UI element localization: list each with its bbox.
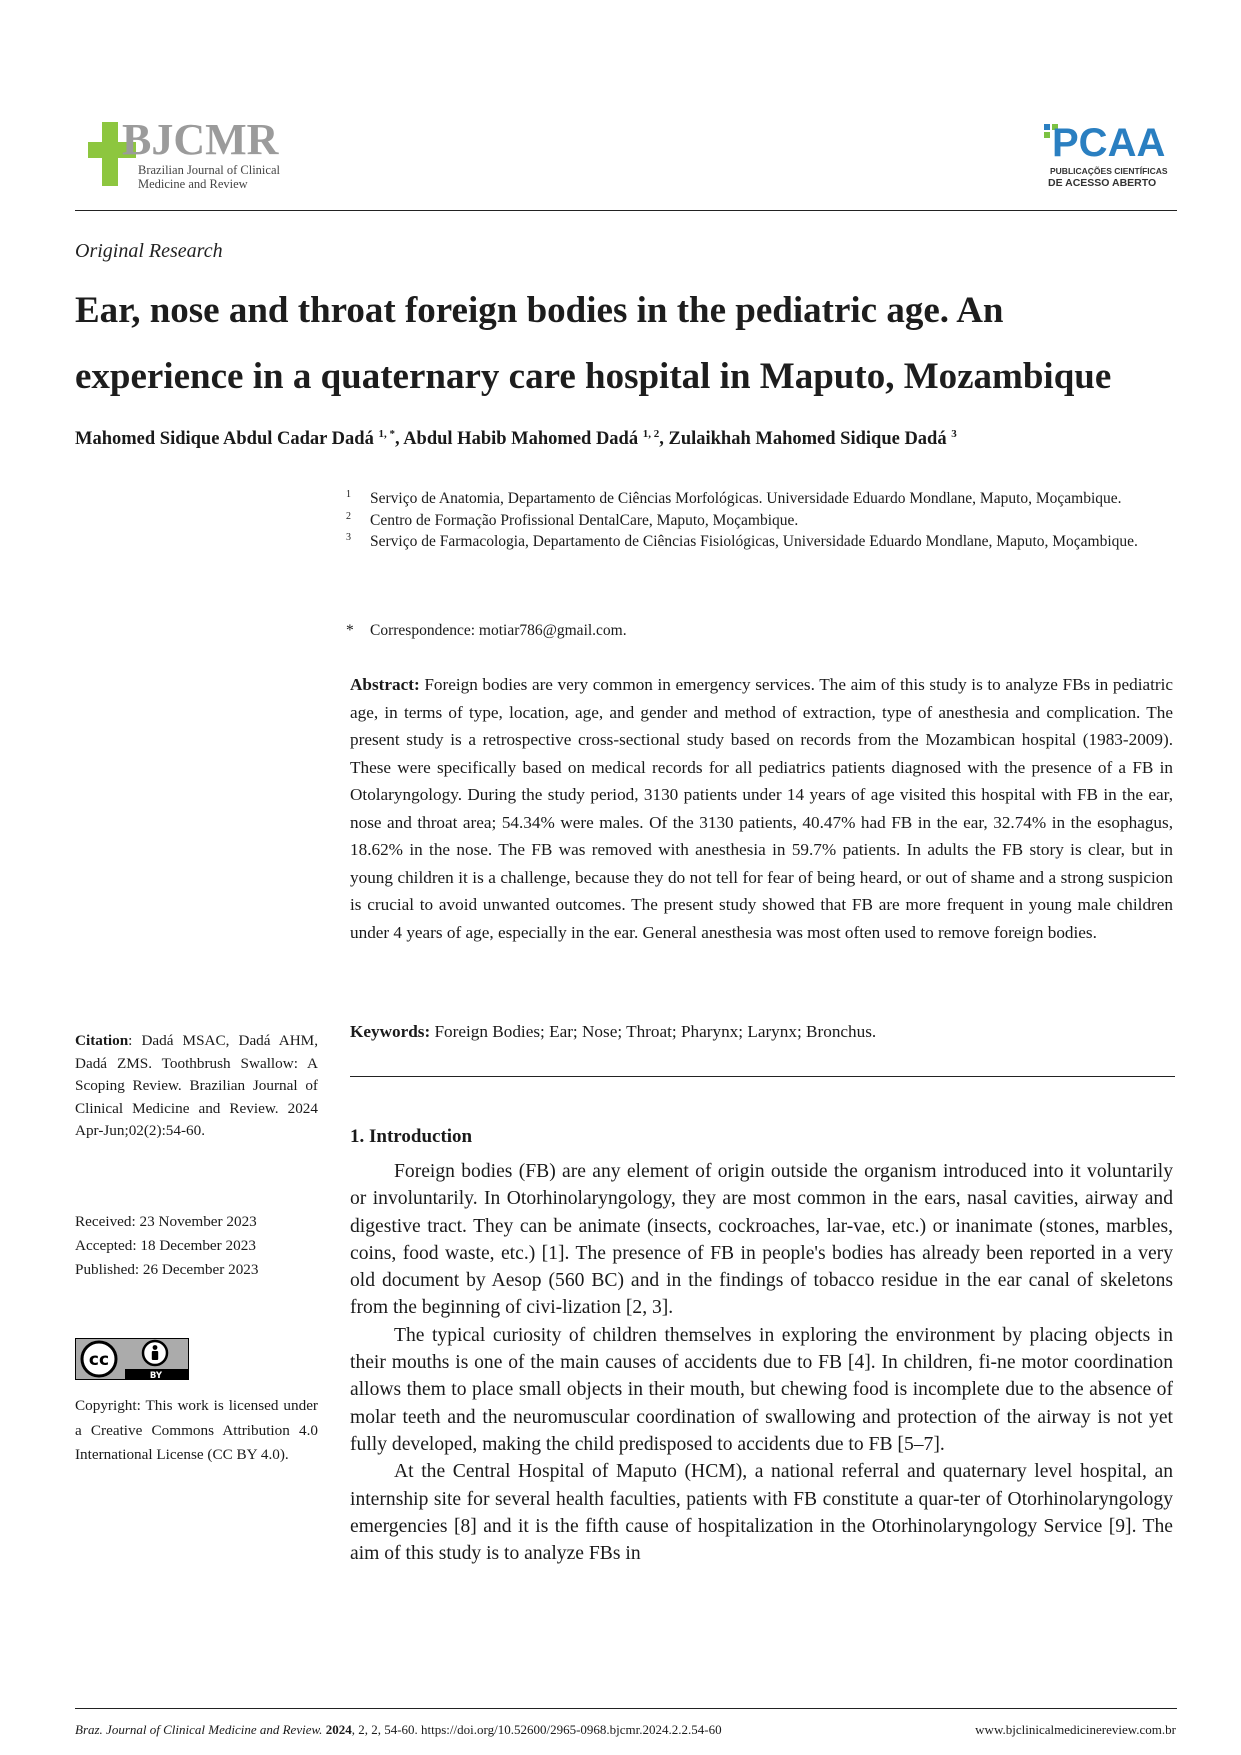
publication-dates [75,1210,318,1282]
affiliation-text: Centro de Formação Profissional DentalCare, Maputo, Moçambique. [370,511,799,529]
affiliation-text: Serviço de Farmacologia, Departamento de Ciências Fisiológicas, Universidade Eduardo Mondlane, Maputo, Moçambique. [370,533,1138,550]
author-name: Mahomed Sidique Abdul Cadar Dadá [75,429,374,450]
footer-website[interactable]: www.bjclinicalmedicinereview.com.br [975,1722,1176,1737]
article-type: Original Research [75,240,223,262]
publisher-logo-line2: DE ACESSO ABERTO [1048,177,1157,189]
body-paragraph: The typical curiosity of children themselves in exploring the environment by placing objects in their mouths is one of the main causes of accidents due to FB [4]. In children, fi-ne motor coordination allows them to place small objects in their mouth, but chewing food is incomplete due to the absence of molar teeth and the neuromuscular coordination of swallowing and protection of the airway is not yet fully developed, making the child predisposed to accidents due to FB [5–7]. [350,1324,1173,1455]
body-paragraph: At the Central Hospital of Maputo (HCM), a national referral and quaternary level hospital, an internship site for several health faculties, patients with FB constitute a quar-ter of Otorhinolaryngology emergencies [8] and it is the fifth cause of hospitalization in the Otorhinolaryngology Service [9]. The aim of this study is to analyze FBs in [350,1461,1173,1565]
citation-label: Citation [75,1032,129,1049]
received-date: Received: 23 November 2023 [75,1213,257,1230]
abstract-rule [350,1076,1175,1077]
publisher-logo-acronym: PCAA [1052,121,1166,165]
affiliation-number: 1 [346,489,351,500]
section-heading: 1. Introduction [350,1126,473,1147]
cc-by-label: BY [149,1371,163,1380]
accepted-date: Accepted: 18 December 2023 [75,1237,256,1254]
footer-rule [75,1708,1177,1709]
abstract-label: Abstract: [350,675,420,694]
journal-logo [88,112,328,196]
journal-logo-acronym: BJCMR [122,115,279,164]
author-affiliation-mark: 1, 2 [642,428,660,440]
cc-by-license-badge[interactable] [75,1338,189,1380]
keywords-label: Keywords: [350,1022,431,1041]
footer-citation [75,1722,722,1738]
affiliation-item [346,531,1176,553]
correspondence-mark: * [346,622,354,639]
cc-icon-text: cc [88,1350,110,1370]
abstract-text: Foreign bodies are very common in emergency services. The aim of this study is to analyze FBs in pediatric age, in terms of type, location, age, and gender and method of extraction, type of anesthesia and complication. The present study is a retrospective cross-sectional study based on records from the Mozambican hospital (1983-2009). These were specifically based on medical records for all pediatrics patients diagnosed with the presence of a FB in Otolaryngology. During the study period, 3130 patients under 14 years of age visited this hospital with FB in the ear, nose and throat area; 54.34% were males. Of the 3130 patients, 40.47% had FB in the ear, 32.74% in the esophagus, 18.62% in the nose. The FB was removed with anesthesia in 59.7% patients. In adults the FB story is clear, but in young children it is a challenge, because they do not tell for fear of being heard, or out of shame and a strong suspicion is crucial to avoid unwanted outcomes. The present study showed that FB are more frequent in young male children under 4 years of age, especially in the ear. General anesthesia was most often used to remove foreign bodies. [350,675,1174,942]
affiliation-number: 3 [346,532,351,543]
body-text [350,1158,1173,1567]
citation-text: : Dadá MSAC, Dadá AHM, Dadá ZMS. Toothbrush Swallow: A Scoping Review. Brazilian Journal of Clinical Medicine and Review. 2024 Apr-Jun;02(2):54-60. [75,1032,318,1139]
correspondence-text: Correspondence: motiar786@gmail.com. [370,622,627,639]
article-title: Ear, nose and throat foreign bodies in the pediatric age. An experience in a quaternary care hospital in Maputo, Mozambique [75,290,1112,397]
author-name: Abdul Habib Mahomed Dadá [403,429,639,450]
body-paragraph: Foreign bodies (FB) are any element of origin outside the organism introduced into it voluntarily or involuntarily. In Otorhinolaryngology, they are most common in the ears, nasal cavities, airway and digestive tract. They can be animate (insects, cockroaches, lar-vae, etc.) or inanimate (stones, marbles, coins, food waste, etc.) [1]. The presence of FB in people's bodies has already been reported in a very old document by Aesop (560 BC) and in the findings of tobacco residue in the ear canal of skeletons from the beginning of civi-lization [2, 3]. [350,1161,1173,1319]
citation [75,1030,318,1143]
keywords [350,1022,1173,1042]
journal-logo-line1: Brazilian Journal of Clinical [138,163,280,177]
keywords-text: Foreign Bodies; Ear; Nose; Throat; Pharynx; Larynx; Bronchus. [434,1022,877,1041]
affiliation-text: Serviço de Anatomia, Departamento de Ciências Morfológicas. Universidade Eduardo Mondlane, Maputo, Moçambique. [370,490,1122,507]
author-name: Zulaikhah Mahomed Sidique Dadá [668,429,947,450]
footer-journal: Braz. Journal of Clinical Medicine and Review. [75,1722,323,1737]
footer-year: 2024 [325,1722,352,1737]
footer-doi[interactable]: , 2, 2, 54-60. https://doi.org/10.52600/2965-0968.bjcmr.2024.2.2.54-60 [351,1722,722,1737]
publisher-logo [1040,116,1180,194]
correspondence [346,622,1176,640]
affiliation-item [346,488,1176,510]
affiliation-item [346,510,1176,532]
journal-logo-line2: Medicine and Review [138,177,248,191]
published-date: Published: 26 December 2023 [75,1261,259,1278]
publisher-logo-line1: PUBLICAÇÕES CIENTÍFICAS [1050,166,1168,176]
affiliation-list [346,488,1176,553]
header-rule [75,210,1177,211]
copyright-notice: Copyright: This work is licensed under a Creative Commons Attribution 4.0 International License (CC BY 4.0). [75,1397,318,1463]
author-affiliation-mark: 1, * [378,428,395,440]
affiliation-number: 2 [346,510,351,522]
author-affiliation-mark: 3 [951,428,957,440]
author-list: Mahomed Sidique Abdul Cadar Dadá $^{1, *}$, Abdul Habib Mahomed Dadá $^{1, 2}$, Zulaikhah Mahomed Sidique Dadá $^3$ [75,428,957,450]
abstract [350,671,1173,946]
